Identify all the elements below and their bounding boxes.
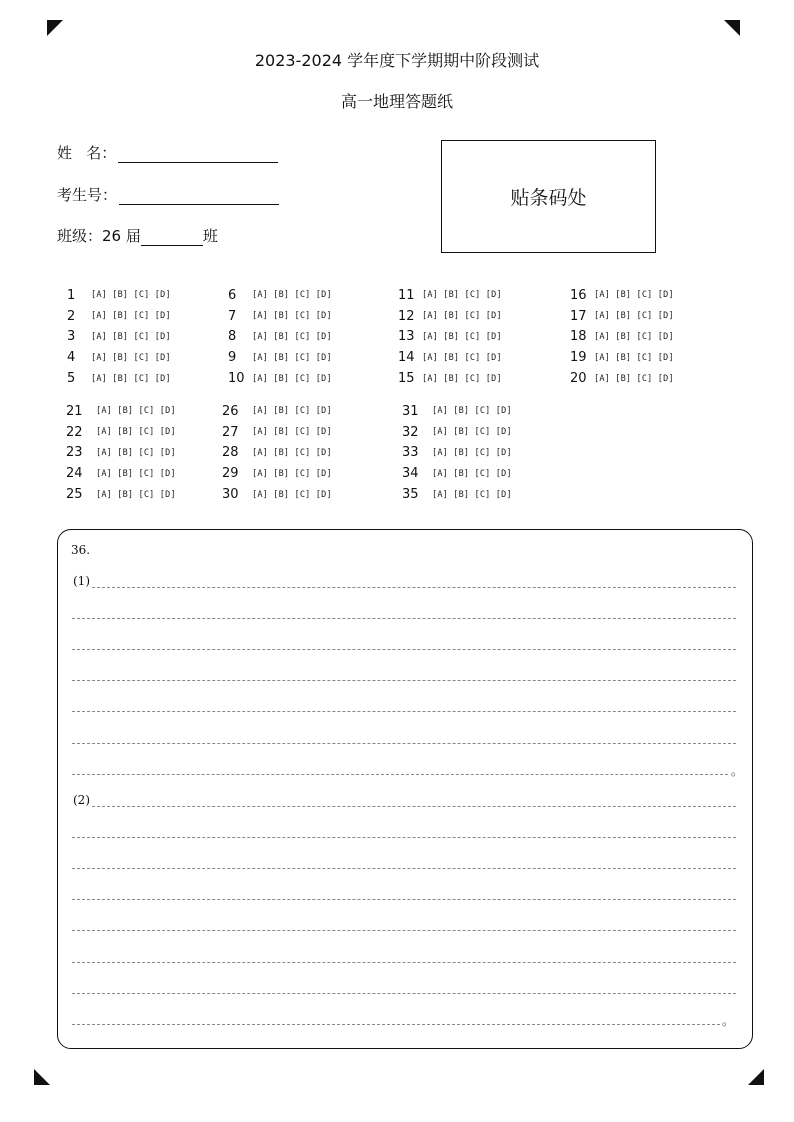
choice-column — [66, 401, 176, 505]
question-number: 10 — [228, 371, 245, 387]
question-number: 32 — [402, 424, 419, 440]
choice-row — [228, 347, 332, 368]
answer-line[interactable] — [72, 868, 736, 869]
answer-line[interactable] — [92, 587, 736, 588]
registration-mark-bottom-left — [34, 1069, 50, 1085]
choice-row — [67, 347, 171, 368]
answer-bubbles[interactable]: [A] [B] [C] [D] — [422, 290, 502, 301]
answer-bubbles[interactable]: [A] [B] [C] [D] — [96, 468, 176, 479]
question-number: 35 — [402, 487, 419, 503]
question-number: 14 — [398, 350, 415, 366]
choice-row — [67, 368, 171, 389]
name-label: 姓 名： — [57, 144, 117, 162]
choice-row — [228, 306, 332, 327]
answer-bubbles[interactable]: [A] [B] [C] [D] — [91, 290, 171, 301]
answer-bubbles[interactable]: [A] [B] [C] [D] — [594, 373, 674, 384]
answer-line[interactable] — [72, 774, 728, 775]
answer-line[interactable] — [72, 649, 736, 650]
question-number: 20 — [570, 371, 587, 387]
class-suffix-label: 班 — [202, 227, 218, 245]
question-number: 29 — [222, 466, 239, 482]
choice-row — [66, 401, 176, 422]
answer-bubbles[interactable]: [A] [B] [C] [D] — [432, 489, 512, 500]
choice-row — [222, 401, 332, 422]
choice-column — [222, 401, 332, 505]
answer-bubbles[interactable]: [A] [B] [C] [D] — [252, 447, 332, 458]
choice-row — [402, 401, 512, 422]
choice-row — [228, 285, 332, 306]
question-number: 17 — [570, 308, 587, 324]
choice-row — [570, 368, 674, 389]
answer-bubbles[interactable]: [A] [B] [C] [D] — [252, 468, 332, 479]
registration-mark-top-right — [724, 20, 740, 36]
answer-bubbles[interactable]: [A] [B] [C] [D] — [594, 290, 674, 301]
choice-row — [66, 443, 176, 464]
part-1-end-mark: 。 — [731, 764, 744, 778]
choice-row — [402, 463, 512, 484]
answer-bubbles[interactable]: [A] [B] [C] [D] — [252, 406, 332, 417]
question-number: 2 — [67, 308, 76, 324]
answer-bubbles[interactable]: [A] [B] [C] [D] — [422, 331, 502, 342]
choice-row — [66, 484, 176, 505]
question-36-number: 36. — [71, 543, 91, 557]
question-number: 30 — [222, 487, 239, 503]
choice-row — [222, 484, 332, 505]
answer-bubbles[interactable]: [A] [B] [C] [D] — [252, 290, 332, 301]
choice-row — [398, 368, 502, 389]
answer-bubbles[interactable]: [A] [B] [C] [D] — [252, 373, 332, 384]
question-number: 15 — [398, 371, 415, 387]
answer-bubbles[interactable]: [A] [B] [C] [D] — [96, 447, 176, 458]
barcode-area: 贴条码处 — [441, 140, 656, 253]
choice-row — [222, 422, 332, 443]
choice-row — [398, 347, 502, 368]
candidate-id-label: 考生号： — [57, 186, 118, 204]
class-line[interactable] — [141, 229, 203, 246]
sheet-title: 高一地理答题纸 — [340, 92, 453, 111]
choice-row — [398, 285, 502, 306]
choice-row — [67, 327, 171, 348]
answer-bubbles[interactable]: [A] [B] [C] [D] — [252, 352, 332, 363]
class-prefix-label: 班级：26 届 — [57, 227, 141, 245]
choice-row — [67, 306, 171, 327]
choice-column — [402, 401, 512, 505]
choice-row — [66, 463, 176, 484]
question-number: 28 — [222, 445, 239, 461]
answer-line[interactable] — [72, 837, 736, 838]
choice-column — [228, 285, 332, 389]
answer-bubbles[interactable]: [A] [B] [C] [D] — [96, 427, 176, 438]
question-number: 18 — [570, 329, 587, 345]
part-1-label: (1) — [73, 574, 90, 588]
choice-row — [228, 327, 332, 348]
answer-bubbles[interactable]: [A] [B] [C] [D] — [252, 311, 332, 322]
registration-mark-top-left — [47, 20, 63, 36]
question-number: 11 — [398, 287, 415, 303]
answer-bubbles[interactable]: [A] [B] [C] [D] — [432, 447, 512, 458]
choice-row — [67, 285, 171, 306]
answer-bubbles[interactable]: [A] [B] [C] [D] — [91, 311, 171, 322]
question-number: 22 — [66, 424, 83, 440]
question-number: 34 — [402, 466, 419, 482]
part-2-end-mark: 。 — [722, 1014, 735, 1028]
answer-bubbles[interactable]: [A] [B] [C] [D] — [594, 352, 674, 363]
candidate-id-field — [57, 184, 279, 205]
answer-bubbles[interactable]: [A] [B] [C] [D] — [432, 468, 512, 479]
choice-column — [67, 285, 171, 389]
answer-bubbles[interactable]: [A] [B] [C] [D] — [252, 331, 332, 342]
question-number: 3 — [67, 329, 76, 345]
choice-row — [228, 368, 332, 389]
question-number: 5 — [67, 371, 76, 387]
answer-line[interactable] — [72, 962, 736, 963]
choice-row — [570, 285, 674, 306]
choice-row — [66, 422, 176, 443]
choice-column — [570, 285, 674, 389]
question-number: 25 — [66, 487, 83, 503]
answer-bubbles[interactable]: [A] [B] [C] [D] — [252, 489, 332, 500]
question-number: 4 — [67, 350, 76, 366]
candidate-id-line[interactable] — [119, 188, 279, 205]
answer-bubbles[interactable]: [A] [B] [C] [D] — [252, 427, 332, 438]
answer-line[interactable] — [72, 899, 736, 900]
question-number: 21 — [66, 403, 83, 419]
question-number: 16 — [570, 287, 587, 303]
question-number: 1 — [67, 287, 76, 303]
question-number: 23 — [66, 445, 83, 461]
question-number: 7 — [228, 308, 237, 324]
question-number: 8 — [228, 329, 237, 345]
question-number: 24 — [66, 466, 83, 482]
answer-line[interactable] — [72, 930, 736, 931]
answer-bubbles[interactable]: [A] [B] [C] [D] — [91, 352, 171, 363]
question-number: 6 — [228, 287, 237, 303]
answer-bubbles[interactable]: [A] [B] [C] [D] — [432, 427, 512, 438]
question-number: 13 — [398, 329, 415, 345]
choice-row — [402, 422, 512, 443]
answer-bubbles[interactable]: [A] [B] [C] [D] — [422, 352, 502, 363]
answer-bubbles[interactable]: [A] [B] [C] [D] — [96, 489, 176, 500]
question-number: 26 — [222, 403, 239, 419]
answer-bubbles[interactable]: [A] [B] [C] [D] — [594, 331, 674, 342]
question-number: 33 — [402, 445, 419, 461]
answer-bubbles[interactable]: [A] [B] [C] [D] — [91, 373, 171, 384]
choice-row — [398, 306, 502, 327]
choice-row — [222, 463, 332, 484]
answer-line[interactable] — [72, 743, 736, 744]
answer-bubbles[interactable]: [A] [B] [C] [D] — [422, 311, 502, 322]
question-36-answer-box — [57, 529, 753, 1049]
question-number: 9 — [228, 350, 237, 366]
exam-title: 2023-2024 学年度下学期期中阶段测试 — [254, 51, 540, 70]
name-line[interactable] — [118, 146, 278, 163]
choice-column — [398, 285, 502, 389]
question-number: 27 — [222, 424, 239, 440]
part-2-label: (2) — [73, 793, 90, 807]
choice-row — [402, 443, 512, 464]
answer-line[interactable] — [72, 680, 736, 681]
answer-line[interactable] — [92, 806, 736, 807]
answer-line[interactable] — [72, 711, 736, 712]
answer-bubbles[interactable]: [A] [B] [C] [D] — [432, 406, 512, 417]
registration-mark-bottom-right — [748, 1069, 764, 1085]
answer-bubbles[interactable]: [A] [B] [C] [D] — [422, 373, 502, 384]
answer-bubbles[interactable]: [A] [B] [C] [D] — [91, 331, 171, 342]
answer-bubbles[interactable]: [A] [B] [C] [D] — [96, 406, 176, 417]
answer-line[interactable] — [72, 993, 736, 994]
question-number: 12 — [398, 308, 415, 324]
question-number: 31 — [402, 403, 419, 419]
choice-row — [402, 484, 512, 505]
answer-line[interactable] — [72, 1024, 720, 1025]
name-field — [57, 142, 278, 163]
choice-row — [222, 443, 332, 464]
choice-row — [398, 327, 502, 348]
choice-row — [570, 306, 674, 327]
answer-bubbles[interactable]: [A] [B] [C] [D] — [594, 311, 674, 322]
choice-row — [570, 327, 674, 348]
answer-line[interactable] — [72, 618, 736, 619]
question-number: 19 — [570, 350, 587, 366]
class-field — [57, 225, 218, 246]
choice-row — [570, 347, 674, 368]
